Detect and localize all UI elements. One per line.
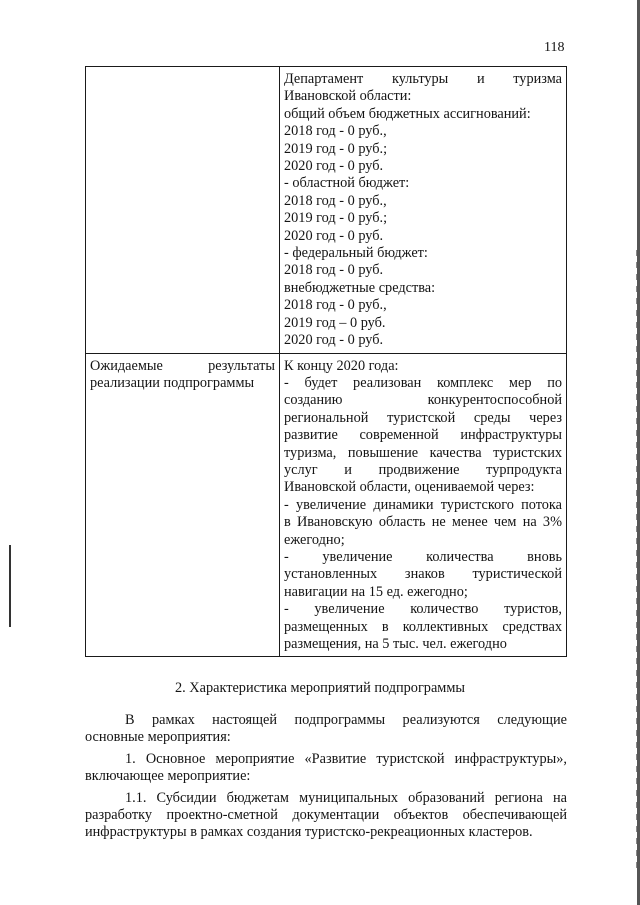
funding-line: 2020 год - 0 руб. bbox=[284, 158, 384, 175]
scan-edge-dash bbox=[636, 250, 637, 870]
result-line: К концу 2020 года: bbox=[284, 357, 399, 374]
funding-line: 2018 год - 0 руб. bbox=[284, 262, 384, 279]
result-line: - увеличение количество туристов, bbox=[284, 601, 562, 618]
paragraph-line: инфраструктуры в рамках создания туристско-рекреационных кластеров. bbox=[85, 824, 533, 841]
paragraph-line: 1. Основное мероприятие «Развитие туристской инфраструктуры», bbox=[125, 750, 567, 767]
funding-line: - областной бюджет: bbox=[284, 175, 410, 192]
funding-line: внебюджетные средства: bbox=[284, 279, 436, 296]
paragraph-line: включающее мероприятие: bbox=[85, 768, 251, 785]
results-label-cell bbox=[86, 353, 280, 657]
result-lines bbox=[284, 358, 562, 654]
results-label-line: реализации подпрограммы bbox=[90, 374, 255, 391]
result-line: ежегодно; bbox=[284, 531, 345, 548]
result-line: навигации на 15 ед. ежегодно; bbox=[284, 583, 468, 600]
funding-line: 2019 год – 0 руб. bbox=[284, 314, 386, 331]
funding-line: 2020 год - 0 руб. bbox=[284, 227, 384, 244]
scan-artifact-mark bbox=[9, 545, 11, 627]
result-line: - увеличение динамики туристского потока bbox=[284, 496, 562, 513]
subprogram-passport-table bbox=[85, 66, 567, 657]
funding-line: 2018 год - 0 руб., bbox=[284, 192, 387, 209]
funding-line: Департамент культуры и туризма bbox=[284, 71, 562, 87]
paragraph-line: В рамках настоящей подпрограммы реализуются следующие bbox=[125, 712, 567, 728]
paragraph-line: 1.1. Субсидии бюджетам муниципальных образований региона на bbox=[125, 789, 567, 806]
funding-lines bbox=[284, 71, 562, 350]
result-line: региональной туристской среды через bbox=[284, 409, 562, 426]
results-label-lines bbox=[90, 358, 275, 393]
result-line: развитие современной инфраструктуры bbox=[284, 427, 562, 444]
result-line: Ивановской области, оцениваемой через: bbox=[284, 479, 535, 496]
result-line: - увеличение количества вновь bbox=[284, 548, 562, 565]
result-line: размещения, на 5 тыс. чел. ежегодно bbox=[284, 636, 507, 652]
result-line: - будет реализован комплекс мер по bbox=[284, 374, 562, 391]
section-title: 2. Характеристика мероприятий подпрограммы bbox=[174, 680, 465, 696]
paragraph-line: разработку проектно-сметной документации объектов обеспечивающей bbox=[85, 807, 567, 824]
paragraph-line: основные мероприятия: bbox=[85, 729, 231, 746]
results-label-line: Ожидаемые результаты bbox=[90, 357, 275, 374]
funding-line: Ивановской области: bbox=[284, 88, 412, 105]
funding-line: - федеральный бюджет: bbox=[284, 245, 428, 262]
funding-line: общий объем бюджетных ассигнований: bbox=[284, 105, 531, 122]
funding-line: 2018 год - 0 руб., bbox=[284, 297, 387, 314]
funding-line: 2018 год - 0 руб., bbox=[284, 123, 387, 140]
result-line: установленных знаков туристической bbox=[284, 566, 562, 583]
result-line: услуг и продвижение турпродукта bbox=[284, 461, 562, 478]
results-cell bbox=[280, 353, 567, 657]
result-line: в Ивановскую область не менее чем на 3% bbox=[284, 514, 562, 531]
funding-cell bbox=[280, 67, 567, 354]
result-line: созданию конкурентоспособной bbox=[284, 392, 562, 409]
funding-line: 2019 год - 0 руб.; bbox=[284, 210, 388, 227]
results-row bbox=[86, 353, 567, 657]
section-body bbox=[85, 712, 567, 842]
result-line: туризма, повышение качества туристских bbox=[284, 444, 562, 461]
result-line: размещенных в коллективных средствах bbox=[284, 618, 562, 635]
funding-row bbox=[86, 67, 567, 354]
funding-line: 2020 год - 0 руб. bbox=[284, 332, 384, 349]
funding-line: 2019 год - 0 руб.; bbox=[284, 140, 388, 157]
page-number: 118 bbox=[544, 40, 565, 55]
funding-row-label-cell bbox=[86, 67, 280, 354]
